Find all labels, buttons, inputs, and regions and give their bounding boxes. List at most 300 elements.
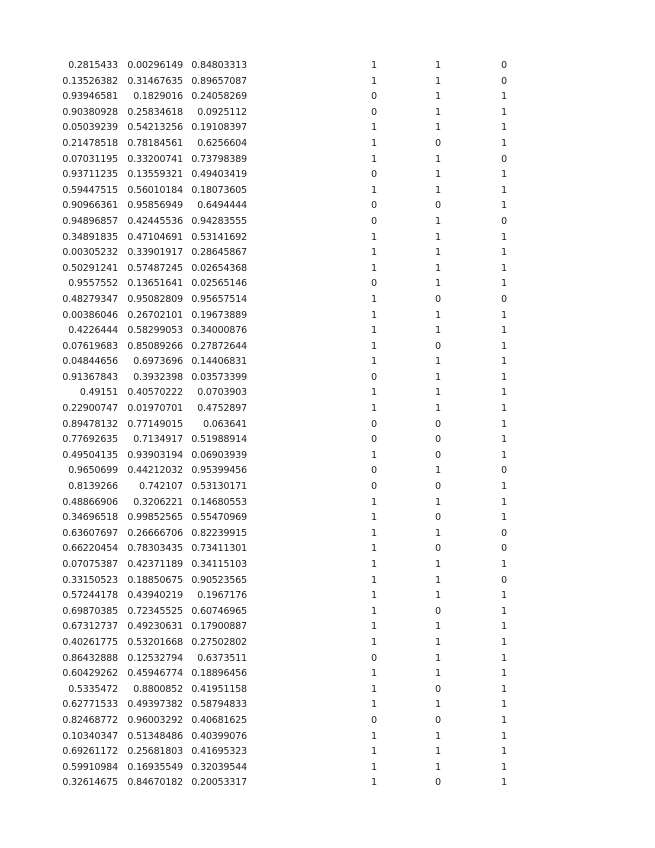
cell-flag-col-2: 0	[435, 340, 441, 352]
cell-value-col-2: 0.18850675	[127, 574, 183, 586]
cell-value-col-2: 0.42445536	[127, 215, 183, 227]
cell-value-col-1: 0.90380928	[62, 106, 118, 118]
cell-flag-col-3: 0	[501, 465, 507, 477]
cell-value-col-2: 0.85089266	[127, 340, 183, 352]
cell-flag-col-1: 1	[371, 746, 377, 758]
table-row	[0, 479, 655, 495]
cell-flag-col-1: 1	[371, 636, 377, 648]
cell-value-col-3: 0.95657514	[191, 293, 247, 305]
cell-flag-col-1: 1	[371, 75, 377, 87]
cell-flag-col-1: 1	[371, 231, 377, 243]
cell-flag-col-2: 1	[435, 559, 441, 570]
cell-value-col-3: 0.32039544	[191, 761, 247, 773]
table-row	[0, 261, 655, 277]
table-row	[0, 167, 655, 183]
cell-value-col-3: 0.28645867	[191, 247, 247, 259]
cell-value-col-1: 0.63607697	[62, 527, 118, 539]
cell-value-col-2: 0.45946774	[127, 668, 183, 680]
cell-flag-col-2: 1	[435, 309, 441, 321]
cell-flag-col-3: 1	[501, 356, 507, 368]
cell-value-col-2: 0.93903194	[127, 449, 183, 461]
cell-value-col-2: 0.95856949	[127, 200, 183, 212]
cell-flag-col-3: 1	[501, 371, 507, 383]
cell-value-col-1: 0.00305232	[62, 247, 118, 259]
cell-value-col-3: 0.27872644	[191, 340, 247, 352]
cell-value-col-1: 0.05039239	[62, 122, 118, 134]
table-row	[0, 323, 655, 339]
table-row	[0, 120, 655, 136]
cell-flag-col-2: 1	[435, 60, 441, 71]
cell-flag-col-1: 0	[371, 652, 377, 664]
cell-flag-col-3: 1	[501, 512, 507, 524]
cell-value-col-3: 0.19673889	[191, 309, 247, 321]
table-row	[0, 666, 655, 682]
cell-value-col-3: 0.41951158	[191, 683, 247, 695]
cell-value-col-1: 0.60429262	[62, 668, 118, 680]
cell-flag-col-1: 0	[371, 200, 377, 212]
cell-value-col-2: 0.40570222	[127, 387, 183, 399]
table-row	[0, 276, 655, 292]
cell-flag-col-3: 1	[501, 247, 507, 259]
cell-flag-col-3: 0	[501, 215, 507, 227]
cell-value-col-3: 0.73411301	[191, 543, 247, 555]
cell-value-col-1: 0.4226444	[68, 325, 118, 337]
table-row	[0, 152, 655, 168]
table-row	[0, 401, 655, 417]
cell-flag-col-2: 1	[435, 356, 441, 368]
table-row	[0, 183, 655, 199]
cell-flag-col-1: 1	[371, 574, 377, 586]
cell-flag-col-2: 1	[435, 231, 441, 243]
cell-value-col-2: 0.13559321	[127, 169, 183, 181]
cell-value-col-1: 0.57244178	[62, 590, 118, 602]
cell-value-col-2: 0.78303435	[127, 543, 183, 555]
cell-value-col-1: 0.5335472	[68, 683, 118, 695]
cell-flag-col-3: 1	[501, 668, 507, 680]
cell-value-col-3: 0.02654368	[191, 262, 247, 274]
cell-value-col-3: 0.19108397	[191, 122, 247, 134]
cell-flag-col-3: 1	[501, 309, 507, 321]
cell-flag-col-3: 1	[501, 746, 507, 758]
cell-value-col-3: 0.95399456	[191, 465, 247, 477]
cell-flag-col-1: 1	[371, 699, 377, 711]
cell-value-col-3: 0.6256604	[197, 137, 247, 149]
data-table	[0, 58, 655, 791]
cell-flag-col-3: 1	[501, 496, 507, 508]
table-row	[0, 495, 655, 511]
cell-value-col-3: 0.20053317	[191, 777, 247, 789]
cell-value-col-1: 0.48866906	[62, 496, 118, 508]
cell-flag-col-3: 1	[501, 106, 507, 118]
cell-value-col-1: 0.9650699	[68, 465, 118, 477]
table-row	[0, 89, 655, 105]
table-row	[0, 510, 655, 526]
cell-flag-col-2: 0	[435, 683, 441, 695]
cell-flag-col-3: 1	[501, 169, 507, 181]
cell-flag-col-2: 1	[435, 75, 441, 87]
cell-value-col-1: 0.04844656	[62, 356, 118, 368]
cell-flag-col-2: 1	[435, 527, 441, 539]
cell-value-col-3: 0.60746965	[191, 605, 247, 617]
cell-value-col-2: 0.99852565	[127, 512, 183, 524]
cell-value-col-3: 0.90523565	[191, 574, 247, 586]
cell-flag-col-2: 1	[435, 668, 441, 680]
cell-flag-col-2: 0	[435, 512, 441, 524]
cell-value-col-3: 0.6494444	[197, 200, 247, 212]
cell-flag-col-3: 1	[501, 636, 507, 648]
table-row	[0, 198, 655, 214]
cell-value-col-1: 0.94896857	[62, 215, 118, 227]
cell-flag-col-3: 1	[501, 91, 507, 103]
cell-value-col-3: 0.94283555	[191, 215, 247, 227]
cell-flag-col-2: 0	[435, 418, 441, 430]
cell-flag-col-3: 1	[501, 761, 507, 773]
cell-value-col-1: 0.93711235	[62, 169, 118, 181]
cell-value-col-2: 0.57487245	[127, 262, 183, 274]
cell-flag-col-3: 1	[501, 184, 507, 196]
cell-flag-col-1: 0	[371, 434, 377, 446]
cell-value-col-2: 0.1829016	[133, 91, 183, 103]
cell-flag-col-1: 1	[371, 122, 377, 134]
cell-value-col-2: 0.96003292	[127, 714, 183, 726]
cell-flag-col-3: 1	[501, 262, 507, 274]
cell-flag-col-2: 1	[435, 761, 441, 773]
cell-value-col-3: 0.84803313	[191, 60, 247, 71]
cell-flag-col-3: 1	[501, 683, 507, 695]
cell-flag-col-3: 1	[501, 730, 507, 742]
cell-value-col-2: 0.7134917	[133, 434, 183, 446]
cell-flag-col-2: 1	[435, 247, 441, 259]
cell-flag-col-2: 1	[435, 730, 441, 742]
cell-flag-col-1: 1	[371, 512, 377, 524]
cell-flag-col-2: 1	[435, 153, 441, 165]
table-row	[0, 526, 655, 542]
table-row	[0, 541, 655, 557]
cell-value-col-3: 0.0703903	[197, 387, 247, 399]
table-row	[0, 448, 655, 464]
cell-value-col-1: 0.67312737	[62, 621, 118, 633]
cell-value-col-3: 0.40681625	[191, 714, 247, 726]
cell-value-col-1: 0.34696518	[62, 512, 118, 524]
cell-value-col-3: 0.49403419	[191, 169, 247, 181]
cell-flag-col-1: 1	[371, 387, 377, 399]
cell-value-col-2: 0.16935549	[127, 761, 183, 773]
cell-flag-col-2: 1	[435, 465, 441, 477]
cell-flag-col-2: 1	[435, 371, 441, 383]
cell-value-col-3: 0.4752897	[197, 403, 247, 415]
cell-flag-col-1: 1	[371, 403, 377, 415]
cell-value-col-1: 0.62771533	[62, 699, 118, 711]
cell-value-col-2: 0.33901917	[127, 247, 183, 259]
table-row	[0, 760, 655, 776]
cell-value-col-1: 0.07075387	[62, 559, 118, 570]
cell-value-col-3: 0.89657087	[191, 75, 247, 87]
cell-value-col-1: 0.32614675	[62, 777, 118, 789]
cell-value-col-1: 0.77692635	[62, 434, 118, 446]
cell-value-col-1: 0.93946581	[62, 91, 118, 103]
table-row	[0, 74, 655, 90]
cell-flag-col-3: 1	[501, 200, 507, 212]
cell-flag-col-1: 1	[371, 496, 377, 508]
cell-flag-col-3: 1	[501, 621, 507, 633]
cell-value-col-2: 0.78184561	[127, 137, 183, 149]
cell-flag-col-2: 1	[435, 325, 441, 337]
cell-value-col-3: 0.34000876	[191, 325, 247, 337]
cell-flag-col-1: 0	[371, 481, 377, 493]
cell-value-col-2: 0.3206221	[133, 496, 183, 508]
cell-flag-col-3: 1	[501, 403, 507, 415]
cell-flag-col-2: 1	[435, 387, 441, 399]
cell-value-col-1: 0.82468772	[62, 714, 118, 726]
cell-value-col-1: 0.86432888	[62, 652, 118, 664]
cell-flag-col-3: 1	[501, 449, 507, 461]
cell-value-col-3: 0.53141692	[191, 231, 247, 243]
cell-value-col-1: 0.69870385	[62, 605, 118, 617]
cell-flag-col-3: 0	[501, 543, 507, 555]
cell-value-col-2: 0.6973696	[133, 356, 183, 368]
cell-value-col-3: 0.82239915	[191, 527, 247, 539]
cell-flag-col-1: 1	[371, 543, 377, 555]
cell-value-col-2: 0.31467635	[127, 75, 183, 87]
cell-flag-col-1: 1	[371, 262, 377, 274]
cell-flag-col-1: 1	[371, 184, 377, 196]
cell-flag-col-1: 1	[371, 325, 377, 337]
cell-value-col-1: 0.8139266	[68, 481, 118, 493]
cell-value-col-1: 0.33150523	[62, 574, 118, 586]
table-row	[0, 463, 655, 479]
cell-value-col-2: 0.01970701	[127, 403, 183, 415]
cell-flag-col-1: 1	[371, 777, 377, 789]
cell-value-col-2: 0.95082809	[127, 293, 183, 305]
table-row	[0, 682, 655, 698]
cell-flag-col-2: 1	[435, 496, 441, 508]
cell-flag-col-1: 0	[371, 278, 377, 290]
cell-flag-col-1: 1	[371, 309, 377, 321]
table-row	[0, 775, 655, 791]
cell-value-col-3: 0.1967176	[197, 590, 247, 602]
cell-flag-col-3: 0	[501, 153, 507, 165]
cell-flag-col-1: 1	[371, 247, 377, 259]
cell-value-col-1: 0.22900747	[62, 403, 118, 415]
cell-value-col-2: 0.13651641	[127, 278, 183, 290]
cell-value-col-2: 0.25834618	[127, 106, 183, 118]
cell-flag-col-3: 1	[501, 652, 507, 664]
cell-flag-col-2: 1	[435, 215, 441, 227]
cell-value-col-2: 0.56010184	[127, 184, 183, 196]
table-row	[0, 651, 655, 667]
cell-value-col-3: 0.18896456	[191, 668, 247, 680]
cell-value-col-2: 0.3932398	[133, 371, 183, 383]
cell-value-col-1: 0.69261172	[62, 746, 118, 758]
cell-value-col-1: 0.49151	[79, 387, 118, 399]
cell-flag-col-3: 1	[501, 387, 507, 399]
cell-flag-col-2: 1	[435, 652, 441, 664]
cell-flag-col-2: 1	[435, 403, 441, 415]
cell-value-col-3: 0.24058269	[191, 91, 247, 103]
cell-flag-col-1: 0	[371, 91, 377, 103]
cell-flag-col-3: 1	[501, 325, 507, 337]
cell-value-col-2: 0.00296149	[127, 60, 183, 71]
cell-value-col-2: 0.72345525	[127, 605, 183, 617]
cell-value-col-2: 0.49397382	[127, 699, 183, 711]
cell-flag-col-2: 1	[435, 699, 441, 711]
cell-value-col-3: 0.0925112	[197, 106, 247, 118]
cell-value-col-1: 0.59447515	[62, 184, 118, 196]
cell-value-col-1: 0.00386046	[62, 309, 118, 321]
cell-value-col-3: 0.063641	[203, 418, 247, 430]
table-row	[0, 697, 655, 713]
cell-flag-col-2: 1	[435, 169, 441, 181]
cell-value-col-1: 0.10340347	[62, 730, 118, 742]
cell-flag-col-2: 1	[435, 590, 441, 602]
cell-flag-col-1: 0	[371, 418, 377, 430]
table-row	[0, 744, 655, 760]
cell-flag-col-2: 1	[435, 574, 441, 586]
cell-flag-col-1: 1	[371, 590, 377, 602]
cell-flag-col-2: 1	[435, 106, 441, 118]
cell-flag-col-2: 1	[435, 122, 441, 134]
cell-value-col-2: 0.49230631	[127, 621, 183, 633]
cell-value-col-3: 0.51988914	[191, 434, 247, 446]
cell-flag-col-1: 1	[371, 605, 377, 617]
cell-value-col-1: 0.91367843	[62, 371, 118, 383]
cell-flag-col-2: 0	[435, 481, 441, 493]
cell-value-col-2: 0.43940219	[127, 590, 183, 602]
cell-value-col-2: 0.77149015	[127, 418, 183, 430]
cell-flag-col-1: 1	[371, 559, 377, 570]
table-row	[0, 588, 655, 604]
cell-value-col-3: 0.14680553	[191, 496, 247, 508]
cell-value-col-1: 0.59910984	[62, 761, 118, 773]
cell-flag-col-3: 0	[501, 574, 507, 586]
cell-value-col-3: 0.18073605	[191, 184, 247, 196]
table-row	[0, 230, 655, 246]
cell-flag-col-2: 0	[435, 137, 441, 149]
cell-flag-col-1: 1	[371, 293, 377, 305]
cell-flag-col-1: 1	[371, 668, 377, 680]
table-row	[0, 713, 655, 729]
cell-value-col-2: 0.84670182	[127, 777, 183, 789]
table-row	[0, 370, 655, 386]
table-row	[0, 136, 655, 152]
cell-flag-col-1: 1	[371, 621, 377, 633]
cell-value-col-1: 0.40261775	[62, 636, 118, 648]
cell-value-col-3: 0.06903939	[191, 449, 247, 461]
table-row	[0, 557, 655, 573]
cell-value-col-3: 0.40399076	[191, 730, 247, 742]
cell-flag-col-3: 1	[501, 137, 507, 149]
table-row	[0, 619, 655, 635]
table-row	[0, 432, 655, 448]
cell-value-col-2: 0.742107	[139, 481, 183, 493]
table-row	[0, 105, 655, 121]
cell-flag-col-2: 0	[435, 605, 441, 617]
cell-flag-col-2: 0	[435, 293, 441, 305]
cell-value-col-2: 0.26666706	[127, 527, 183, 539]
cell-value-col-2: 0.53201668	[127, 636, 183, 648]
table-row	[0, 604, 655, 620]
cell-value-col-1: 0.34891835	[62, 231, 118, 243]
table-row	[0, 635, 655, 651]
cell-flag-col-3: 1	[501, 481, 507, 493]
cell-flag-col-3: 1	[501, 699, 507, 711]
cell-value-col-3: 0.6373511	[197, 652, 247, 664]
cell-value-col-3: 0.03573399	[191, 371, 247, 383]
cell-value-col-3: 0.58794833	[191, 699, 247, 711]
cell-value-col-1: 0.07031195	[62, 153, 118, 165]
table-row	[0, 573, 655, 589]
cell-value-col-1: 0.50291241	[62, 262, 118, 274]
cell-flag-col-2: 1	[435, 636, 441, 648]
cell-flag-col-3: 0	[501, 60, 507, 71]
table-row	[0, 214, 655, 230]
cell-flag-col-2: 0	[435, 200, 441, 212]
cell-value-col-3: 0.55470969	[191, 512, 247, 524]
table-row	[0, 58, 655, 74]
cell-flag-col-1: 1	[371, 730, 377, 742]
cell-flag-col-2: 1	[435, 746, 441, 758]
cell-value-col-3: 0.53130171	[191, 481, 247, 493]
cell-flag-col-1: 1	[371, 137, 377, 149]
cell-flag-col-3: 1	[501, 278, 507, 290]
cell-flag-col-1: 1	[371, 356, 377, 368]
cell-value-col-3: 0.41695323	[191, 746, 247, 758]
cell-flag-col-3: 1	[501, 590, 507, 602]
cell-value-col-2: 0.26702101	[127, 309, 183, 321]
cell-value-col-2: 0.8800852	[133, 683, 183, 695]
cell-flag-col-2: 0	[435, 434, 441, 446]
cell-flag-col-2: 0	[435, 777, 441, 789]
cell-flag-col-2: 1	[435, 621, 441, 633]
cell-flag-col-3: 0	[501, 527, 507, 539]
cell-value-col-2: 0.33200741	[127, 153, 183, 165]
cell-flag-col-1: 1	[371, 683, 377, 695]
cell-flag-col-2: 1	[435, 184, 441, 196]
table-row	[0, 339, 655, 355]
cell-flag-col-3: 1	[501, 605, 507, 617]
cell-flag-col-1: 0	[371, 371, 377, 383]
cell-value-col-2: 0.51348486	[127, 730, 183, 742]
cell-flag-col-3: 1	[501, 714, 507, 726]
table-row	[0, 729, 655, 745]
cell-value-col-2: 0.54213256	[127, 122, 183, 134]
cell-value-col-1: 0.07619683	[62, 340, 118, 352]
table-row	[0, 354, 655, 370]
cell-flag-col-3: 1	[501, 777, 507, 789]
cell-value-col-1: 0.66220454	[62, 543, 118, 555]
cell-value-col-1: 0.48279347	[62, 293, 118, 305]
cell-value-col-3: 0.34115103	[191, 559, 247, 570]
cell-value-col-1: 0.21478518	[62, 137, 118, 149]
cell-flag-col-2: 1	[435, 262, 441, 274]
cell-flag-col-1: 1	[371, 527, 377, 539]
cell-flag-col-1: 0	[371, 169, 377, 181]
cell-value-col-3: 0.27502802	[191, 636, 247, 648]
cell-value-col-3: 0.14406831	[191, 356, 247, 368]
cell-value-col-1: 0.89478132	[62, 418, 118, 430]
cell-flag-col-3: 1	[501, 340, 507, 352]
cell-value-col-1: 0.2815433	[68, 60, 118, 71]
cell-flag-col-3: 0	[501, 293, 507, 305]
cell-flag-col-1: 1	[371, 761, 377, 773]
cell-flag-col-1: 0	[371, 106, 377, 118]
cell-value-col-2: 0.47104691	[127, 231, 183, 243]
cell-flag-col-2: 0	[435, 543, 441, 555]
cell-value-col-3: 0.02565146	[191, 278, 247, 290]
cell-value-col-2: 0.44212032	[127, 465, 183, 477]
cell-value-col-3: 0.17900887	[191, 621, 247, 633]
cell-flag-col-3: 1	[501, 122, 507, 134]
